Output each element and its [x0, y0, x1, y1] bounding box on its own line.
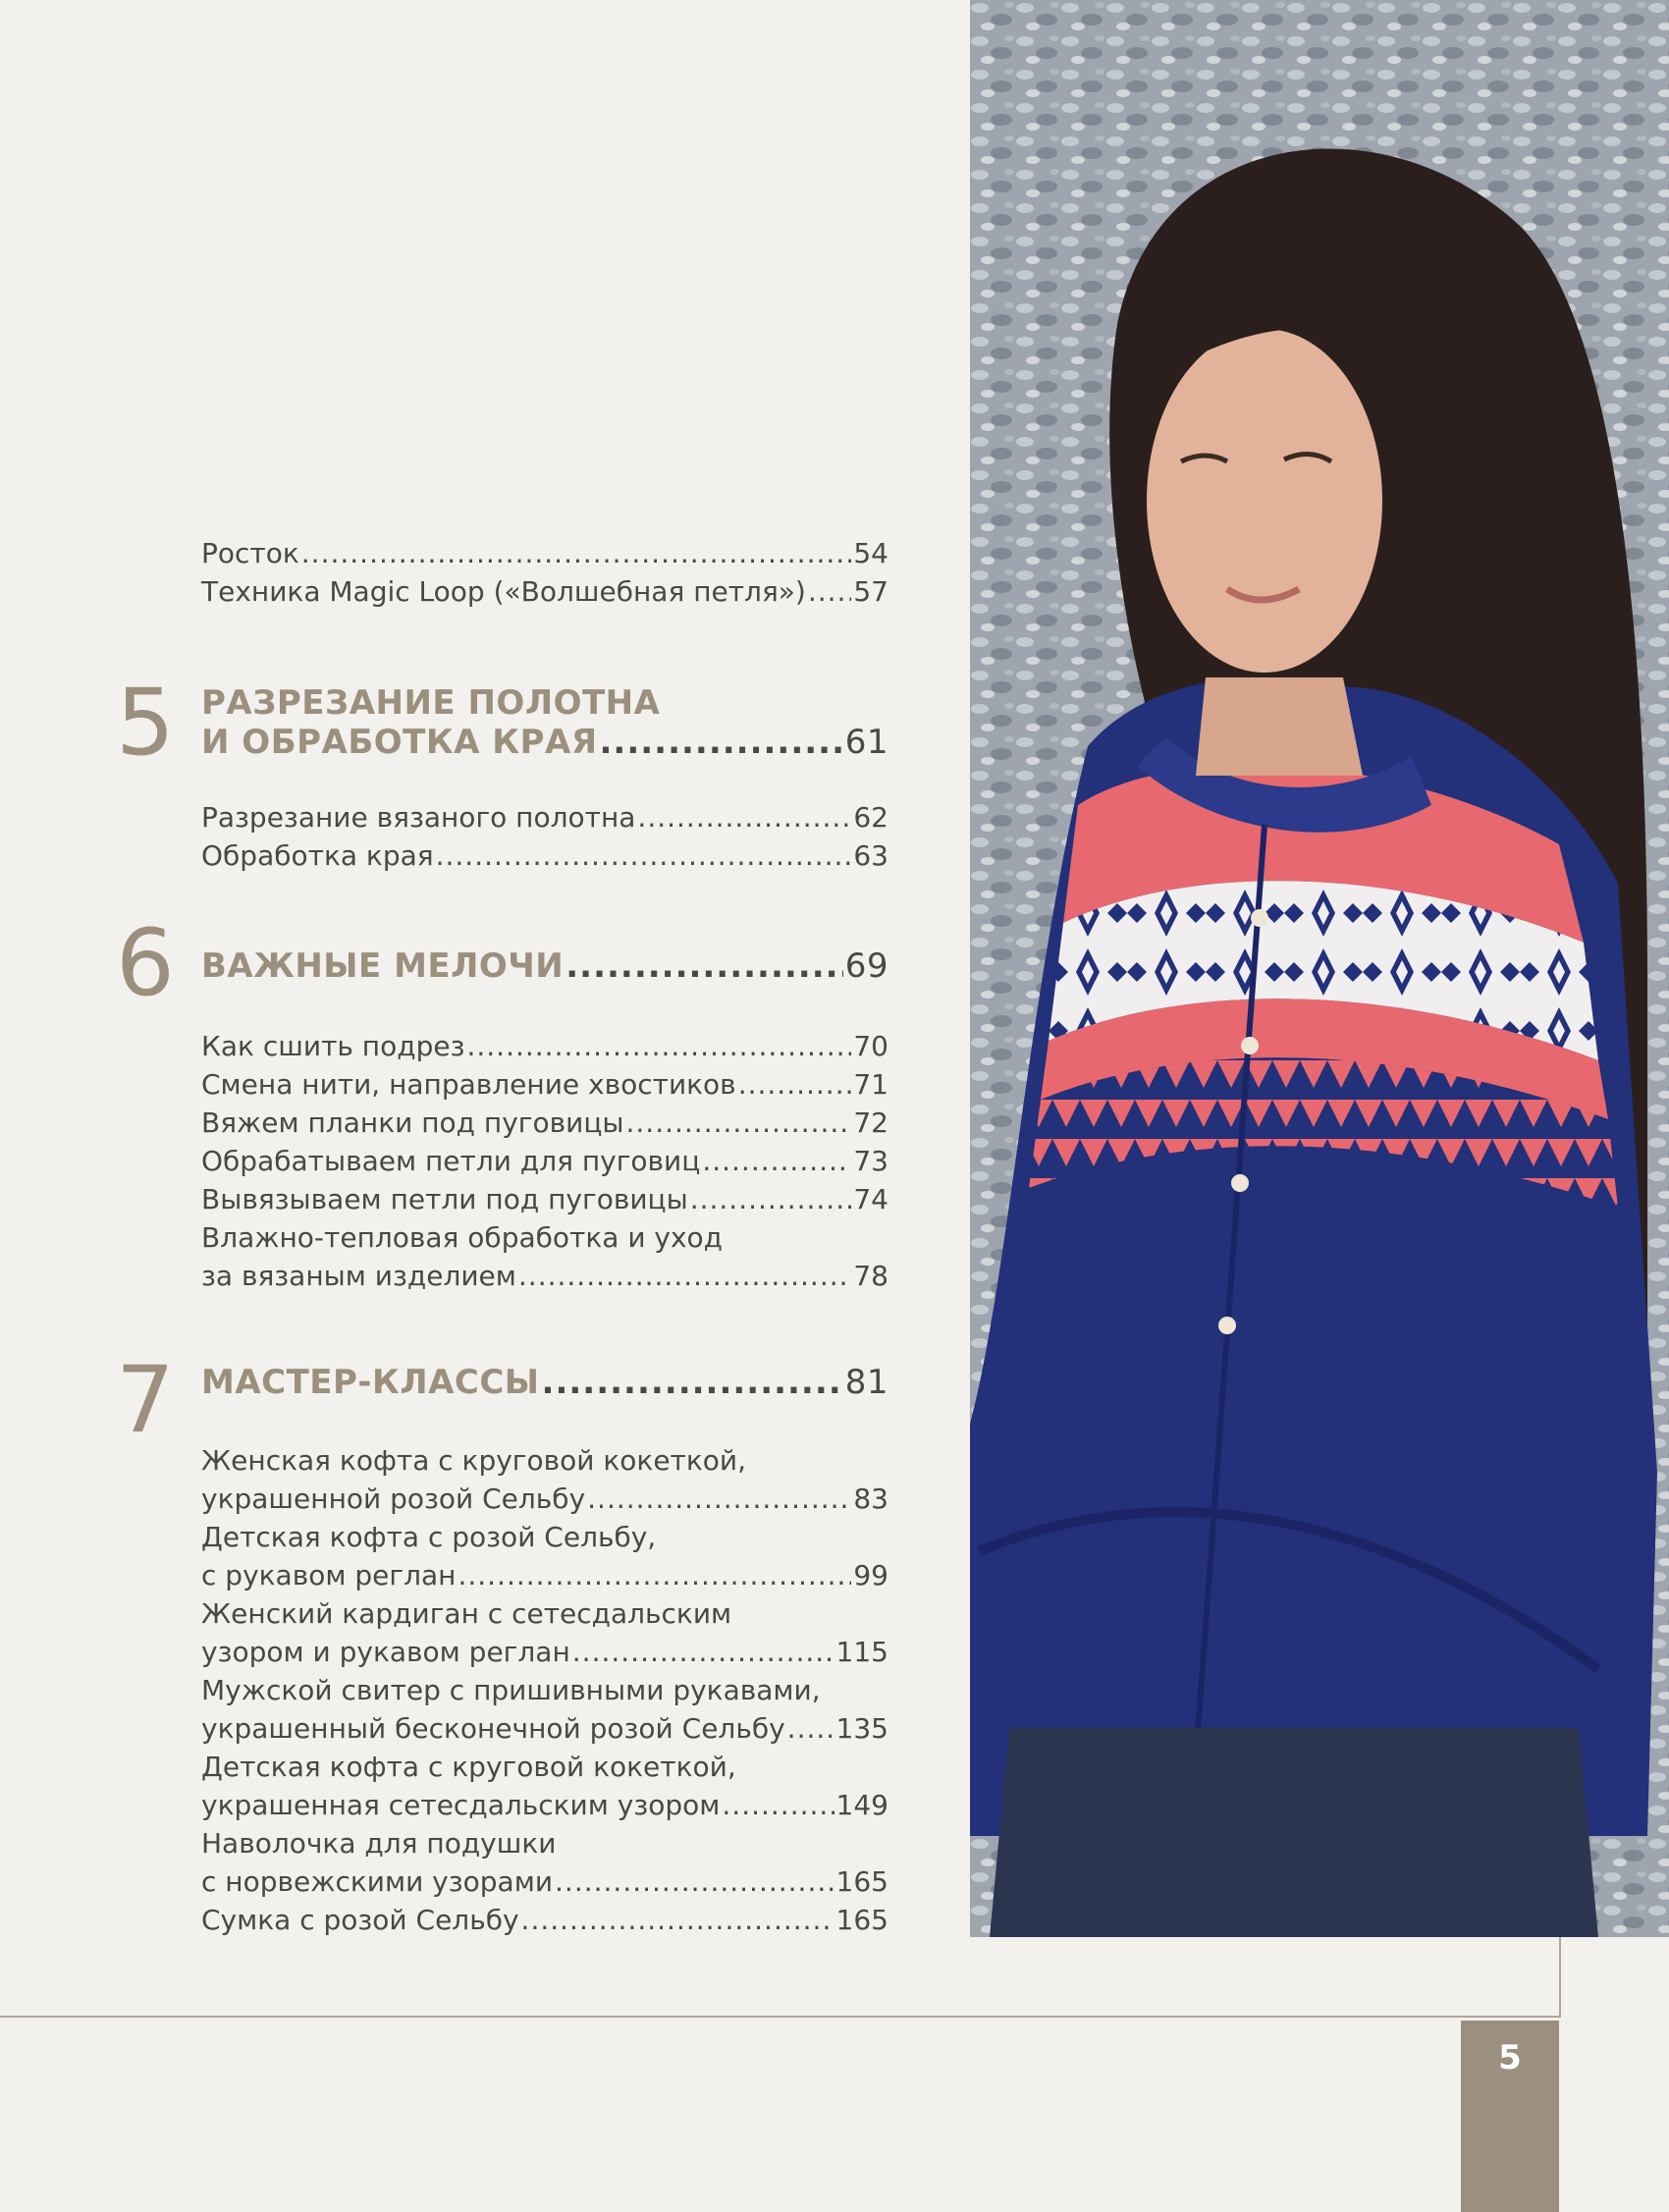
toc-entry[interactable]: [201, 534, 888, 572]
toc-entry-title: с норвежскими узорами: [201, 1865, 554, 1898]
footer-rule-vertical: [1559, 1937, 1561, 2018]
leader-dots: [542, 1363, 843, 1402]
chapter-number: 7: [116, 1347, 175, 1454]
toc-entry[interactable]: [201, 798, 888, 836]
leader-dots: [738, 1065, 852, 1104]
chapter-number: 6: [116, 910, 175, 1017]
woman-in-norwegian-sweater-photo: [970, 0, 1669, 1937]
toc-entry-page: 83: [853, 1483, 888, 1515]
leader-dots: [690, 1180, 852, 1218]
toc-entry-title: украшенной розой Сельбу: [201, 1483, 586, 1515]
toc-entry-title-line1: Мужской свитер с пришивными рукавами,: [201, 1674, 821, 1706]
toc-entry-title: украшенный бесконечной розой Сельбу: [201, 1712, 785, 1745]
chapter-heading[interactable]: [201, 1363, 888, 1402]
toc-entry-title-line1: Женский кардиган с сетесдальским: [201, 1597, 732, 1630]
toc-entry[interactable]: [201, 572, 888, 611]
leader-dots: [787, 1709, 834, 1748]
page-number: 5: [1498, 2038, 1522, 2077]
toc-entry[interactable]: [201, 1518, 888, 1594]
leader-dots: [702, 1142, 851, 1180]
chapter-title-line2: И ОБРАБОТКА КРАЯ: [201, 723, 598, 762]
leader-dots: [436, 836, 852, 875]
chapter-title-line1: РАЗРЕЗАНИЕ ПОЛОТНА: [201, 683, 661, 723]
chapter-page: 61: [844, 723, 888, 762]
toc-entry-title-line1: Детская кофта с круговой кокеткой,: [201, 1751, 736, 1783]
leader-dots: [572, 1633, 834, 1671]
toc-entry-title: Смена нити, направление хвостиков: [201, 1068, 736, 1101]
chapter-number: 5: [116, 670, 175, 777]
toc-entry[interactable]: [201, 1824, 888, 1901]
toc-entry-page: 165: [835, 1904, 888, 1936]
toc-entry[interactable]: [201, 1748, 888, 1824]
toc-entry[interactable]: [201, 1104, 888, 1142]
toc-entry[interactable]: [201, 1441, 888, 1518]
toc-entry-title: Вяжем планки под пуговицы: [201, 1106, 624, 1139]
toc-entry-page: 149: [835, 1789, 888, 1821]
toc-entry-page: 57: [853, 575, 888, 608]
toc-entry-page: 135: [835, 1712, 888, 1745]
toc-entry-page: 115: [835, 1636, 888, 1668]
leader-dots: [808, 572, 852, 611]
leader-dots: [301, 534, 852, 572]
toc-entry-title: украшенная сетесдальским узором: [201, 1789, 721, 1821]
toc-entry-title: Разрезание вязаного полотна: [201, 801, 636, 834]
toc-entry-title-line1: Детская кофта с розой Сельбу,: [201, 1521, 657, 1553]
toc-entry-title: Росток: [201, 537, 299, 569]
leader-dots: [466, 1027, 851, 1065]
leader-dots: [565, 946, 843, 986]
toc-entry-title-line1: Женская кофта с круговой кокеткой,: [201, 1444, 747, 1477]
toc-entry-title: Как сшить подрез: [201, 1030, 465, 1062]
leader-dots: [518, 1257, 851, 1295]
toc-entry-title: с рукавом реглан: [201, 1559, 457, 1592]
chapter-heading[interactable]: [201, 683, 888, 762]
toc-entry[interactable]: [201, 1065, 888, 1104]
leader-dots: [521, 1901, 834, 1939]
toc-entry[interactable]: [201, 1180, 888, 1218]
chapter-title: МАСТЕР-КЛАССЫ: [201, 1363, 540, 1402]
toc-entry-page: 62: [853, 801, 888, 834]
toc-entry-title-line1: Наволочка для подушки: [201, 1827, 557, 1860]
toc-entry[interactable]: [201, 1671, 888, 1748]
toc-entry-page: 74: [853, 1183, 888, 1215]
toc-entry-page: 70: [853, 1030, 888, 1062]
chapter-title: ВАЖНЫЕ МЕЛОЧИ: [201, 946, 565, 986]
chapter-page: 81: [844, 1363, 888, 1402]
toc-entry-page: 54: [853, 537, 888, 569]
toc-entry[interactable]: [201, 1142, 888, 1180]
leader-dots: [600, 723, 843, 762]
toc-entry-page: 63: [853, 839, 888, 872]
leader-dots: [587, 1480, 851, 1518]
leader-dots: [722, 1786, 834, 1824]
chapter-heading[interactable]: [201, 946, 888, 986]
footer-rule: [0, 2016, 1559, 2018]
toc-entry-page: 72: [853, 1106, 888, 1139]
toc-entry-title: Техника Magic Loop («Волшебная петля»): [201, 575, 806, 608]
leader-dots: [626, 1104, 852, 1142]
toc-entry-page: 78: [853, 1260, 888, 1292]
toc-entry-page: 165: [835, 1865, 888, 1898]
toc-entry-title: Вывязываем петли под пуговицы: [201, 1183, 688, 1215]
toc-entry-page: 73: [853, 1145, 888, 1177]
toc-entry[interactable]: [201, 1027, 888, 1065]
leader-dots: [637, 798, 851, 836]
toc-entry[interactable]: [201, 836, 888, 875]
toc-entry-title: узором и рукавом реглан: [201, 1636, 570, 1668]
toc-entry-title: за вязаным изделием: [201, 1260, 516, 1292]
toc-entry-title: Сумка с розой Сельбу: [201, 1904, 519, 1936]
leader-dots: [555, 1862, 834, 1901]
toc-entry-title: Обрабатываем петли для пуговиц: [201, 1145, 701, 1177]
toc-entry[interactable]: [201, 1594, 888, 1671]
toc-entry[interactable]: [201, 1901, 888, 1939]
toc-entry-title: Обработка края: [201, 839, 434, 872]
toc-entry-title-line1: Влажно-тепловая обработка и уход: [201, 1221, 724, 1254]
toc-entry[interactable]: [201, 1218, 888, 1295]
page-number-tab: [1461, 2021, 1559, 2212]
photo-illustration: [970, 0, 1669, 1937]
chapter-page: 69: [844, 946, 888, 986]
toc-entry-page: 71: [853, 1068, 888, 1101]
toc-entry-page: 99: [853, 1559, 888, 1592]
leader-dots: [458, 1556, 851, 1594]
